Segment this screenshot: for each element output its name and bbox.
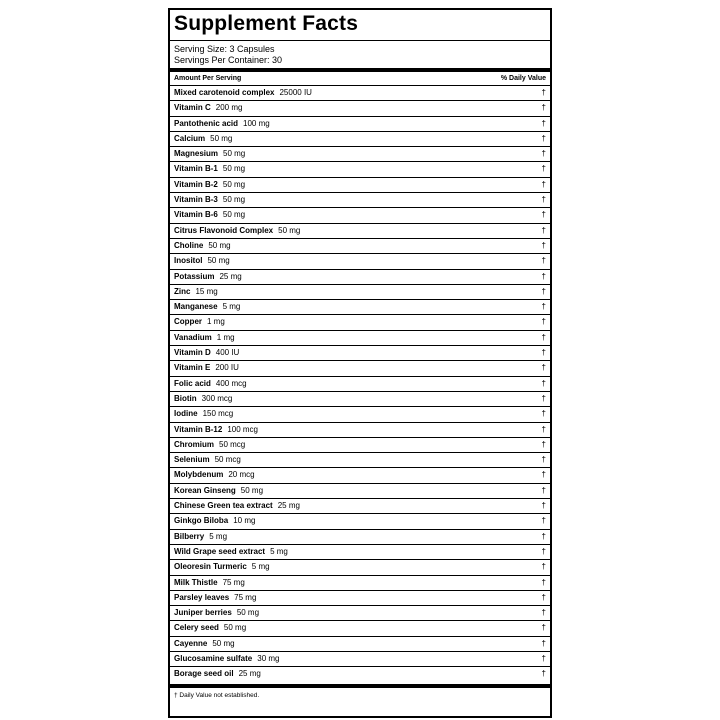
nutrient-amount: 25 mg [238, 669, 261, 679]
nutrient-label: Chromium [174, 439, 214, 449]
nutrient-name [174, 302, 240, 311]
nutrient-name [174, 425, 258, 434]
table-row [170, 330, 550, 345]
nutrient-label: Wild Grape seed extract [174, 546, 266, 556]
nutrient-name [174, 348, 239, 357]
table-row [170, 575, 550, 590]
nutrient-name [174, 180, 245, 189]
table-row [170, 223, 550, 238]
nutrient-name [174, 241, 231, 250]
nutrient-name [174, 103, 242, 112]
table-row [170, 299, 550, 314]
table-row [170, 161, 550, 176]
nutrient-name [174, 669, 261, 678]
nutrient-amount: 100 mcg [227, 424, 258, 434]
daily-value-dagger: † [541, 195, 546, 205]
daily-value-dagger: † [541, 638, 546, 648]
nutrient-amount: 200 mg [215, 103, 243, 113]
table-row [170, 590, 550, 605]
table-row [170, 422, 550, 437]
nutrient-label: Molybdenum [174, 470, 224, 480]
nutrient-name [174, 134, 232, 143]
nutrient-name [174, 623, 246, 632]
table-row [170, 284, 550, 299]
nutrient-name [174, 394, 232, 403]
nutrient-name [174, 547, 288, 556]
daily-value-dagger: † [541, 393, 546, 403]
daily-value-dagger: † [541, 455, 546, 465]
nutrient-name [174, 164, 245, 173]
footnote: † Daily Value not established. [174, 692, 260, 699]
nutrient-amount: 75 mg [222, 577, 245, 587]
nutrient-label: Vitamin C [174, 103, 211, 113]
nutrient-name [174, 470, 255, 479]
nutrient-amount: 1 mg [216, 332, 235, 342]
daily-value-dagger: † [541, 271, 546, 281]
daily-value-dagger: † [541, 485, 546, 495]
table-row [170, 391, 550, 406]
nutrient-name [174, 578, 245, 587]
daily-value-dagger: † [541, 225, 546, 235]
nutrient-label: Celery seed [174, 623, 219, 633]
table-row [170, 360, 550, 375]
daily-value-dagger: † [541, 302, 546, 312]
nutrient-amount: 15 mg [195, 286, 218, 296]
daily-value-dagger: † [541, 516, 546, 526]
nutrient-amount: 50 mg [207, 256, 230, 266]
thick-divider [170, 68, 550, 72]
nutrient-table [170, 85, 550, 682]
daily-value-dagger: † [541, 470, 546, 480]
daily-value-dagger: † [541, 256, 546, 266]
nutrient-name [174, 440, 245, 449]
daily-value-dagger: † [541, 592, 546, 602]
daily-value-dagger: † [541, 623, 546, 633]
table-row [170, 437, 550, 452]
daily-value-dagger: † [541, 88, 546, 97]
table-row [170, 269, 550, 284]
table-row [170, 376, 550, 391]
table-row [170, 238, 550, 253]
nutrient-label: Vitamin E [174, 363, 211, 373]
daily-value-dagger: † [541, 653, 546, 663]
nutrient-label: Mixed carotenoid complex [174, 88, 275, 97]
nutrient-amount: 50 mg [222, 210, 246, 220]
nutrient-name [174, 608, 259, 617]
daily-value-dagger: † [541, 179, 546, 189]
daily-value-dagger: † [541, 608, 546, 618]
nutrient-amount: 50 mg [222, 179, 246, 189]
nutrient-amount: 25 mg [219, 271, 242, 281]
table-row [170, 636, 550, 651]
daily-value-dagger: † [541, 363, 546, 373]
nutrient-amount: 75 mg [234, 592, 257, 602]
table-row [170, 467, 550, 482]
daily-value-dagger: † [541, 409, 546, 419]
daily-value-dagger: † [541, 562, 546, 572]
nutrient-amount: 100 mg [243, 118, 270, 128]
nutrient-name [174, 149, 245, 158]
nutrient-name [174, 195, 245, 204]
daily-value-dagger: † [541, 149, 546, 159]
table-row [170, 559, 550, 574]
daily-value-dagger: † [541, 501, 546, 511]
nutrient-name [174, 455, 241, 464]
nutrient-label: Glucosamine sulfate [174, 653, 253, 663]
nutrient-label: Manganese [174, 302, 218, 312]
daily-value-dagger: † [541, 210, 546, 220]
supplement-facts-panel [168, 8, 552, 718]
nutrient-name [174, 654, 279, 663]
nutrient-amount: 50 mg [223, 149, 246, 159]
daily-value-dagger: † [541, 669, 546, 679]
nutrient-amount: 50 mg [223, 623, 247, 633]
nutrient-label: Korean Ginseng [174, 485, 236, 495]
daily-value-dagger: † [541, 531, 546, 541]
nutrient-amount: 300 mcg [201, 393, 233, 403]
daily-value-dagger: † [541, 240, 546, 250]
thick-divider-bottom [170, 684, 550, 688]
nutrient-name [174, 532, 227, 541]
table-row [170, 85, 550, 100]
nutrient-amount: 10 mg [233, 516, 256, 526]
table-row [170, 116, 550, 131]
nutrient-amount: 5 mg [251, 562, 270, 572]
nutrient-amount: 50 mg [240, 485, 264, 495]
serving-size: Serving Size: 3 Capsules [174, 44, 275, 54]
nutrient-label: Vitamin B-12 [174, 424, 223, 434]
nutrient-label: Borage seed oil [174, 669, 234, 679]
nutrient-amount: 150 mcg [202, 409, 234, 419]
nutrient-label: Calcium [174, 133, 206, 143]
nutrient-name [174, 639, 235, 648]
nutrient-label: Chinese Green tea extract [174, 501, 273, 511]
nutrient-name [174, 88, 312, 97]
nutrient-amount: 5 mg [270, 546, 288, 556]
nutrient-amount: 400 mcg [215, 378, 247, 388]
nutrient-name [174, 119, 270, 128]
nutrient-label: Oleoresin Turmeric [174, 562, 247, 572]
nutrient-label: Vitamin B-3 [174, 195, 218, 205]
daily-value-dagger: † [541, 118, 546, 128]
nutrient-label: Selenium [174, 455, 210, 465]
table-row [170, 253, 550, 268]
nutrient-name [174, 287, 218, 296]
nutrient-label: Iodine [174, 409, 198, 419]
table-row [170, 100, 550, 115]
nutrient-name [174, 486, 263, 495]
table-row [170, 513, 550, 528]
table-row [170, 605, 550, 620]
divider [170, 40, 550, 41]
nutrient-amount: 50 mg [236, 608, 260, 618]
nutrient-amount: 20 mcg [228, 470, 255, 480]
nutrient-name [174, 501, 300, 510]
nutrient-amount: 5 mg [222, 302, 241, 312]
nutrient-label: Milk Thistle [174, 577, 218, 587]
nutrient-amount: 50 mg [222, 164, 246, 174]
nutrient-amount: 50 mcg [219, 439, 246, 449]
serving-info [174, 44, 282, 66]
amount-per-serving-header: Amount Per Serving [174, 75, 242, 82]
nutrient-amount: 50 mg [210, 133, 233, 143]
nutrient-label: Pantothenic acid [174, 118, 239, 128]
nutrient-amount: 50 mg [222, 195, 246, 205]
nutrient-label: Magnesium [174, 149, 219, 159]
nutrient-label: Inositol [174, 256, 203, 266]
nutrient-label: Vanadium [174, 332, 212, 342]
table-row [170, 314, 550, 329]
table-row [170, 345, 550, 360]
nutrient-name [174, 379, 247, 388]
daily-value-dagger: † [541, 577, 546, 587]
daily-value-dagger: † [541, 439, 546, 449]
nutrient-amount: 5 mg [209, 531, 228, 541]
daily-value-dagger: † [541, 546, 546, 556]
nutrient-label: Citrus Flavonoid Complex [174, 225, 274, 235]
nutrient-name [174, 210, 245, 219]
table-row [170, 207, 550, 222]
nutrient-amount: 25 mg [277, 501, 300, 511]
daily-value-dagger: † [541, 424, 546, 434]
nutrient-amount: 50 mg [212, 638, 235, 648]
nutrient-label: Biotin [174, 393, 197, 403]
nutrient-amount: 400 IU [215, 348, 240, 358]
table-row [170, 651, 550, 666]
table-row [170, 177, 550, 192]
servings-per-container: Servings Per Container: 30 [174, 55, 283, 65]
nutrient-amount: 50 mg [278, 225, 301, 235]
nutrient-name [174, 516, 255, 525]
nutrient-name [174, 317, 225, 326]
table-row [170, 544, 550, 559]
nutrient-name [174, 593, 256, 602]
daily-value-dagger: † [541, 332, 546, 342]
daily-value-dagger: † [541, 164, 546, 174]
panel-title: Supplement Facts [174, 12, 359, 35]
nutrient-name [174, 226, 300, 235]
table-row [170, 146, 550, 161]
table-row [170, 666, 550, 681]
nutrient-label: Folic acid [174, 378, 211, 388]
table-row [170, 406, 550, 421]
nutrient-amount: 1 mg [207, 317, 225, 327]
nutrient-name [174, 272, 242, 281]
daily-value-dagger: † [541, 378, 546, 388]
nutrient-amount: 25000 IU [279, 88, 312, 97]
table-row [170, 131, 550, 146]
nutrient-label: Vitamin B-2 [174, 179, 218, 189]
nutrient-name [174, 256, 230, 265]
table-row [170, 192, 550, 207]
table-row [170, 620, 550, 635]
nutrient-label: Juniper berries [174, 608, 232, 618]
daily-value-dagger: † [541, 317, 546, 327]
nutrient-label: Choline [174, 240, 204, 250]
nutrient-label: Bilberry [174, 531, 205, 541]
nutrient-label: Potassium [174, 271, 215, 281]
daily-value-dagger: † [541, 133, 546, 143]
nutrient-amount: 50 mcg [214, 455, 241, 465]
table-row [170, 483, 550, 498]
nutrient-label: Zinc [174, 286, 191, 296]
nutrient-name [174, 333, 235, 342]
nutrient-name [174, 562, 270, 571]
table-row [170, 498, 550, 513]
daily-value-dagger: † [541, 286, 546, 296]
daily-value-header: % Daily Value [500, 75, 546, 82]
nutrient-amount: 200 IU [215, 363, 239, 373]
nutrient-amount: 50 mg [208, 240, 231, 250]
daily-value-dagger: † [541, 348, 546, 358]
nutrient-amount: 30 mg [257, 653, 280, 663]
nutrient-label: Ginkgo Biloba [174, 516, 229, 526]
nutrient-label: Vitamin B-1 [174, 164, 218, 174]
daily-value-dagger: † [541, 103, 546, 113]
table-row [170, 452, 550, 467]
nutrient-label: Vitamin B-6 [174, 210, 218, 220]
nutrient-label: Copper [174, 317, 202, 327]
table-row [170, 529, 550, 544]
nutrient-name [174, 363, 239, 372]
nutrient-name [174, 409, 233, 418]
nutrient-label: Parsley leaves [174, 592, 230, 602]
nutrient-label: Cayenne [174, 638, 208, 648]
nutrient-label: Vitamin D [174, 348, 211, 358]
